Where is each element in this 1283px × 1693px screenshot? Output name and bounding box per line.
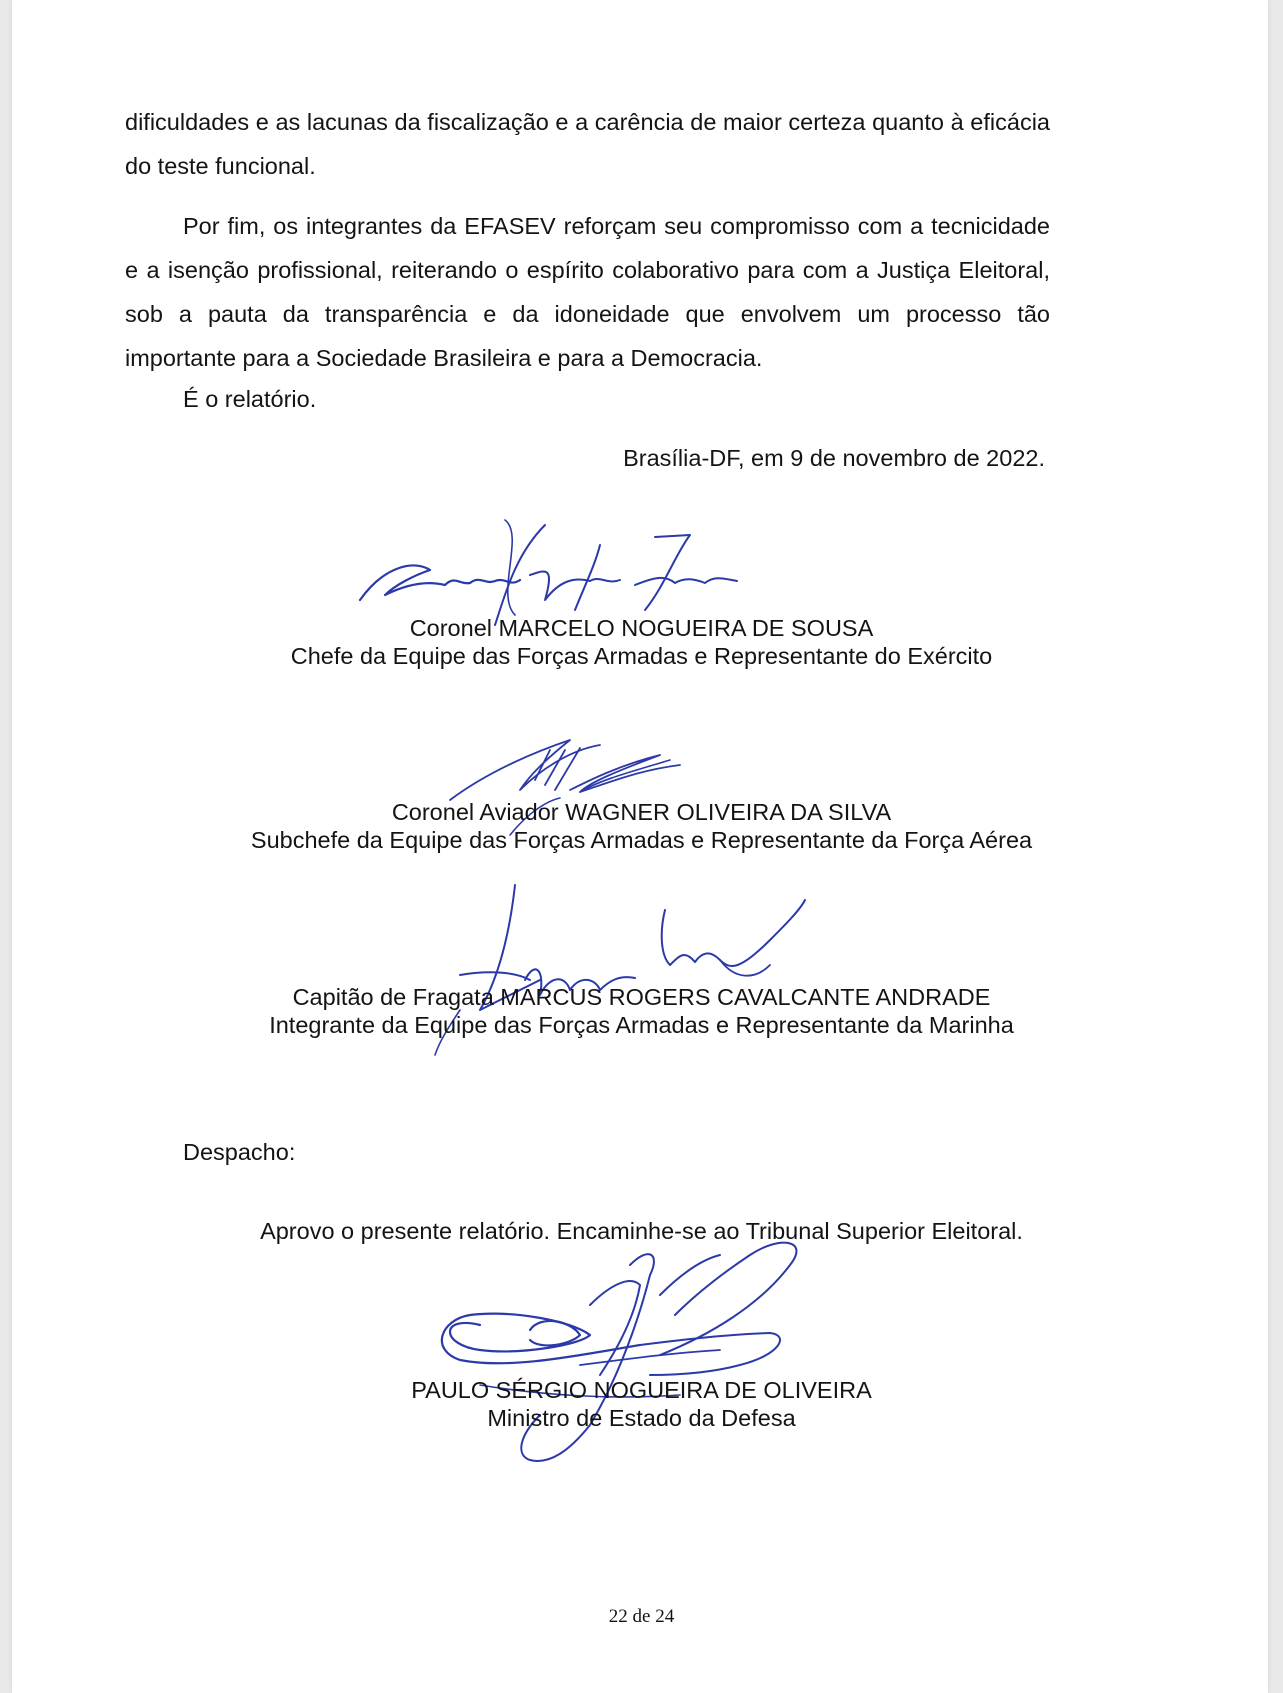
despacho-text: Aprovo o presente relatório. Encaminhe-se ao Tribunal Superior Eleitoral. <box>260 1218 1023 1244</box>
signatory-1-role: Chefe da Equipe das Forças Armadas e Representante do Exército <box>290 643 993 669</box>
signatory-2-role: Subchefe da Equipe das Forças Armadas e Representante da Força Aérea <box>250 827 1033 853</box>
despacho-label: Despacho: <box>183 1139 296 1165</box>
paragraph-continuation: dificuldades e as lacunas da fiscalização e a carência de maior certeza quanto à eficácia do teste funcional. <box>125 109 1050 179</box>
signatory-3-name: Capitão de Fragata MARCUS ROGERS CAVALCANTE ANDRADE <box>292 984 991 1010</box>
signatory-2-name: Coronel Aviador WAGNER OLIVEIRA DA SILVA <box>391 799 892 825</box>
place-and-date: Brasília-DF, em 9 de novembro de 2022. <box>623 445 1045 471</box>
minister-name: PAULO SÉRGIO NOGUEIRA DE OLIVEIRA <box>411 1377 872 1403</box>
closing-statement: É o relatório. <box>183 386 317 412</box>
paragraph-closing-remarks: Por fim, os integrantes da EFASEV reforçam seu compromisso com a tecnicidade e a isenção profissional, reiterando o espírito colaborativo para com a Justiça Eleitoral, sob a pauta da transparência e da idoneidade que envolvem um processo tão importante para a Sociedade Brasileira e para a Democracia. <box>125 213 1050 371</box>
signatory-1-name: Coronel MARCELO NOGUEIRA DE SOUSA <box>409 615 874 641</box>
signatory-3-role: Integrante da Equipe das Forças Armadas e Representante da Marinha <box>269 1012 1014 1038</box>
page-number: 22 de 24 <box>608 1606 675 1627</box>
minister-role: Ministro de Estado da Defesa <box>487 1405 796 1431</box>
